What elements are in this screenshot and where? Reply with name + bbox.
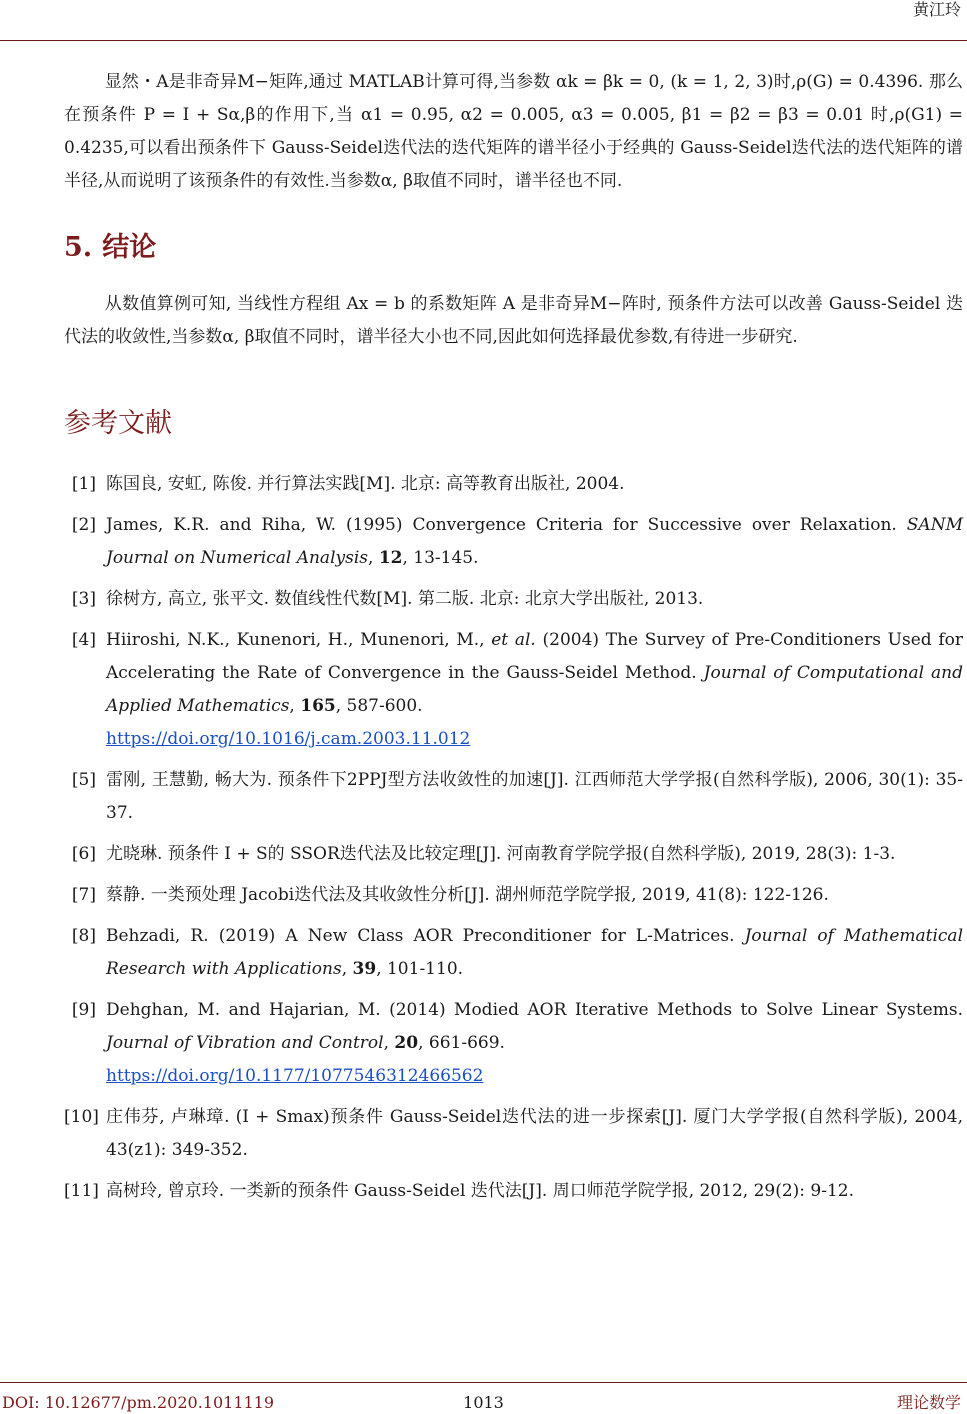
reference-list — [64, 468, 963, 1208]
reference-authors-title: James, K.R. and Riha, W. (1995) Convergence Criteria for Successive over Relaxation. — [106, 515, 907, 535]
reference-text: 尤晓琳. 预条件 I + S的 SSOR迭代法及比较定理[J]. 河南教育学院学报(自然科学版), 2019, 28(3): 1-3. — [106, 844, 896, 864]
reference-separator: , — [368, 548, 379, 568]
reference-number: [8] — [71, 926, 96, 946]
reference-item — [64, 838, 963, 871]
reference-item — [64, 994, 963, 1093]
reference-item — [64, 1101, 963, 1167]
reference-number: [5] — [71, 770, 96, 790]
reference-doi-link[interactable]: https://doi.org/10.1016/j.cam.2003.11.012 — [106, 729, 471, 749]
reference-item — [64, 879, 963, 912]
reference-volume: 20 — [394, 1033, 419, 1053]
reference-item — [64, 764, 963, 830]
references-heading: 参考文献 — [64, 408, 172, 439]
reference-journal: Journal of Computational and Applied Mathematics — [106, 663, 963, 716]
reference-number: [10] — [64, 1107, 99, 1127]
reference-authors-title: Behzadi, R. (2019) A New Class AOR Preconditioner for L-Matrices. — [106, 926, 745, 946]
reference-separator: , — [341, 959, 353, 979]
reference-pages: , 13-145. — [402, 548, 479, 568]
reference-journal: SANM Journal on Numerical Analysis — [106, 515, 963, 568]
reference-separator: , — [289, 696, 301, 716]
page-footer — [0, 1393, 967, 1413]
footer-page-number: 1013 — [463, 1393, 504, 1412]
reference-text: 陈国良, 安虹, 陈俊. 并行算法实践[M]. 北京: 高等教育出版社, 2004. — [106, 474, 625, 494]
reference-authors: Hiiroshi, N.K., Kunenori, H., Munenori, M., — [106, 630, 492, 650]
reference-item — [64, 624, 963, 756]
reference-doi-link[interactable]: https://doi.org/10.1177/1077546312466562 — [106, 1066, 484, 1086]
reference-text: 雷刚, 王慧勤, 畅大为. 预条件下2PPJ型方法收敛性的加速[J]. 江西师范大学学报(自然科学版), 2006, 30(1): 35-37. — [106, 770, 963, 823]
reference-item — [64, 583, 963, 616]
reference-pages: , 587-600. — [335, 696, 423, 716]
reference-number: [11] — [64, 1181, 99, 1201]
reference-number: [1] — [71, 474, 96, 494]
paragraph-conclusion: 从数值算例可知, 当线性方程组 Ax = b 的系数矩阵 A 是非奇异M−阵时, 预条件方法可以改善 Gauss-Seidel 迭代法的收敛性,当参数α, β取值不同时，谱半径大小也不同,因此如何选择最优参数,有待进一步研究. — [64, 294, 963, 347]
reference-separator: , — [383, 1033, 395, 1053]
header-rule — [0, 40, 967, 41]
reference-pages: , 101-110. — [376, 959, 464, 979]
reference-authors-title: Dehghan, M. and Hajarian, M. (2014) Modied AOR Iterative Methods to Solve Linear Systems. — [106, 1000, 963, 1020]
reference-number: [9] — [71, 1000, 96, 1020]
footer-rule — [0, 1382, 967, 1383]
running-head-author: 黄江玲 — [912, 0, 961, 19]
reference-text: 蔡静. 一类预处理 Jacobi迭代法及其收敛性分析[J]. 湖州师范学院学报, 2019, 41(8): 122-126. — [106, 885, 829, 905]
reference-text: 高树玲, 曾京玲. 一类新的预条件 Gauss-Seidel 迭代法[J]. 周口师范学院学报, 2012, 29(2): 9-12. — [106, 1181, 855, 1201]
reference-text: 徐树方, 高立, 张平文. 数值线性代数[M]. 第二版. 北京: 北京大学出版社, 2013. — [106, 589, 704, 609]
reference-item — [64, 1175, 963, 1208]
section-title: 结论 — [102, 232, 157, 263]
reference-volume: 39 — [352, 959, 377, 979]
reference-number: [3] — [71, 589, 96, 609]
reference-item — [64, 509, 963, 575]
reference-pages: , 661-669. — [418, 1033, 505, 1053]
reference-item — [64, 920, 963, 986]
footer-journal-name: 理论数学 — [896, 1393, 961, 1412]
reference-number: [4] — [71, 630, 96, 650]
section-heading-conclusion — [64, 230, 963, 266]
reference-journal: Journal of Vibration and Control — [106, 1033, 384, 1053]
paragraph-example-result: 显然・A是非奇异M−矩阵,通过 MATLAB计算可得,当参数 αk = βk = 0, (k = 1, 2, 3)时,ρ(G) = 0.4396. 那么在预条件 P = I + Sα,β的作用下,当 α1 = 0.95, α2 = 0.005, α3 = 0.005, β1 = β2 = β3 = 0.01 时,ρ(G1) = 0.4235,可以看出预条件下 Gauss-Seidel迭代法的迭代矩阵的谱半径小于经典的 Gauss-Seidel迭代法的迭代矩阵的谱半径,从而说明了该预条件的有效性.当参数α, β取值不同时，谱半径也不同. — [64, 72, 963, 191]
footer-doi: DOI: 10.12677/pm.2020.1011119 — [2, 1393, 275, 1412]
reference-et-al: et al. — [491, 630, 536, 650]
reference-text: 庄伟芬, 卢琳璋. (I + Smax)预条件 Gauss-Seidel迭代法的进一步探索[J]. 厦门大学学报(自然科学版), 2004, 43(z1): 349-352. — [106, 1107, 963, 1160]
reference-journal: Journal of Mathematical Research with Applications — [106, 926, 964, 979]
page-content — [64, 66, 963, 1216]
reference-item — [64, 468, 963, 501]
section-number: 5. — [64, 232, 93, 263]
reference-number: [6] — [71, 844, 96, 864]
reference-number: [7] — [71, 885, 96, 905]
reference-volume: 12 — [378, 548, 403, 568]
reference-volume: 165 — [300, 696, 336, 716]
reference-title: (2004) The Survey of Pre-Conditioners Used for Accelerating the Rate of Convergence in the Gauss-Seidel Method. — [106, 630, 963, 683]
reference-number: [2] — [71, 515, 96, 535]
